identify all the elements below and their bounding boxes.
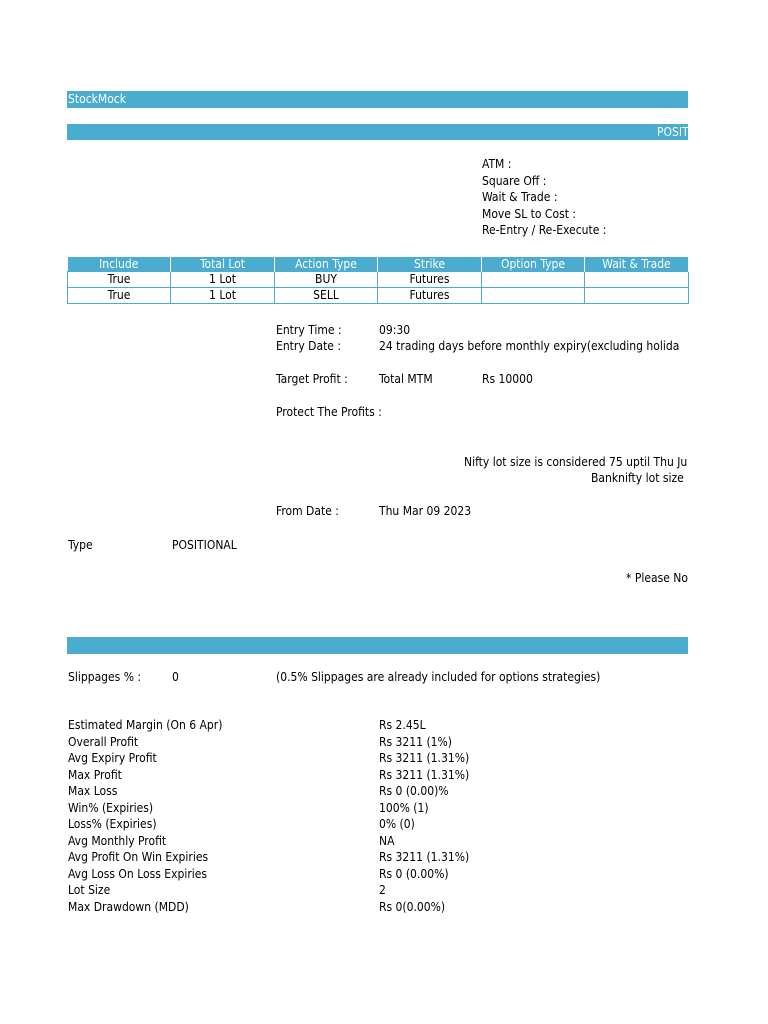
slippages-note: (0.5% Slippages are already included for options strategies) xyxy=(276,670,601,684)
target-profit-label: Target Profit : xyxy=(276,372,348,386)
metric-value: Rs 0(0.00%) xyxy=(379,900,446,914)
metric-label: Avg Expiry Profit xyxy=(68,751,157,765)
metric-value: 2 xyxy=(379,883,386,897)
note-nifty-lot-wrap xyxy=(276,454,688,470)
table-row xyxy=(68,288,689,304)
metric-label: Avg Monthly Profit xyxy=(68,834,167,848)
setting-wait-trade: Wait & Trade : xyxy=(482,190,558,204)
entry-time-value: 09:30 xyxy=(379,323,411,337)
target-profit-type: Total MTM xyxy=(379,372,433,386)
cell-wait-trade xyxy=(585,272,689,288)
metric-value: 0% (0) xyxy=(379,817,415,831)
target-profit-value: Rs 10000 xyxy=(482,372,533,386)
setting-move-sl: Move SL to Cost : xyxy=(482,207,577,221)
cell-include: True xyxy=(68,272,171,288)
header-strike: Strike xyxy=(378,257,482,272)
from-date-label: From Date : xyxy=(276,504,339,518)
metric-label: Max Loss xyxy=(68,784,118,798)
cell-total-lot: 1 Lot xyxy=(171,288,275,304)
metric-value: 100% (1) xyxy=(379,801,429,815)
cell-total-lot: 1 Lot xyxy=(171,272,275,288)
results-bar xyxy=(67,637,688,654)
cell-strike: Futures xyxy=(378,272,482,288)
metric-label: Max Profit xyxy=(68,768,122,782)
header-include: Include xyxy=(68,257,171,272)
metric-value: Rs 3211 (1.31%) xyxy=(379,768,470,782)
cell-option-type xyxy=(482,288,585,304)
table-row xyxy=(68,272,689,288)
app-title: StockMock xyxy=(68,92,126,106)
metric-label: Loss% (Expiries) xyxy=(68,817,157,831)
from-date-value: Thu Mar 09 2023 xyxy=(379,504,472,518)
please-note-wrap xyxy=(600,570,688,586)
cell-strike: Futures xyxy=(378,288,482,304)
note-banknifty-lot-wrap xyxy=(276,470,688,486)
header-option-type: Option Type xyxy=(482,257,585,272)
metric-label: Avg Loss On Loss Expiries xyxy=(68,867,208,881)
metric-label: Max Drawdown (MDD) xyxy=(68,900,189,914)
metric-value: Rs 3211 (1.31%) xyxy=(379,751,470,765)
setting-square-off: Square Off : xyxy=(482,174,547,188)
cell-wait-trade xyxy=(585,288,689,304)
app-title-bar xyxy=(67,91,688,108)
entry-date-label: Entry Date : xyxy=(276,339,342,353)
protect-profits-label: Protect The Profits : xyxy=(276,405,382,419)
header-wait-trade: Wait & Trade xyxy=(585,257,689,272)
metric-value: Rs 0 (0.00%) xyxy=(379,867,449,881)
metric-label: Overall Profit xyxy=(68,735,139,749)
metric-value: Rs 0 (0.00)% xyxy=(379,784,449,798)
slippages-value: 0 xyxy=(172,670,179,684)
slippages-label: Slippages % : xyxy=(68,670,142,684)
metric-label: Win% (Expiries) xyxy=(68,801,154,815)
setting-atm: ATM : xyxy=(482,157,512,171)
header-action-type: Action Type xyxy=(275,257,378,272)
metric-label: Lot Size xyxy=(68,883,111,897)
section-bar xyxy=(67,124,688,140)
cell-action-type: SELL xyxy=(275,288,378,304)
type-value: POSITIONAL xyxy=(172,538,237,552)
setting-re-entry: Re-Entry / Re-Execute : xyxy=(482,223,607,237)
metric-value: Rs 3211 (1%) xyxy=(379,735,453,749)
legs-table xyxy=(67,257,689,304)
cell-action-type: BUY xyxy=(275,272,378,288)
header-total-lot: Total Lot xyxy=(171,257,275,272)
note-nifty-lot: Nifty lot size is considered 75 uptil Thu Ju xyxy=(464,455,688,469)
note-banknifty-lot: Banknifty lot size xyxy=(591,471,684,485)
entry-date-value: 24 trading days before monthly expiry(excluding holida xyxy=(379,339,680,353)
cell-include: True xyxy=(68,288,171,304)
section-bar-label: POSIT xyxy=(657,125,689,139)
metric-value: NA xyxy=(379,834,395,848)
legs-table-header xyxy=(68,257,689,272)
cell-option-type xyxy=(482,272,585,288)
metric-label: Estimated Margin (On 6 Apr) xyxy=(68,718,223,732)
metric-value: Rs 2.45L xyxy=(379,718,426,732)
metric-value: Rs 3211 (1.31%) xyxy=(379,850,470,864)
entry-time-label: Entry Time : xyxy=(276,323,342,337)
please-note: * Please No xyxy=(626,571,688,585)
metric-label: Avg Profit On Win Expiries xyxy=(68,850,209,864)
type-label: Type xyxy=(68,538,93,552)
